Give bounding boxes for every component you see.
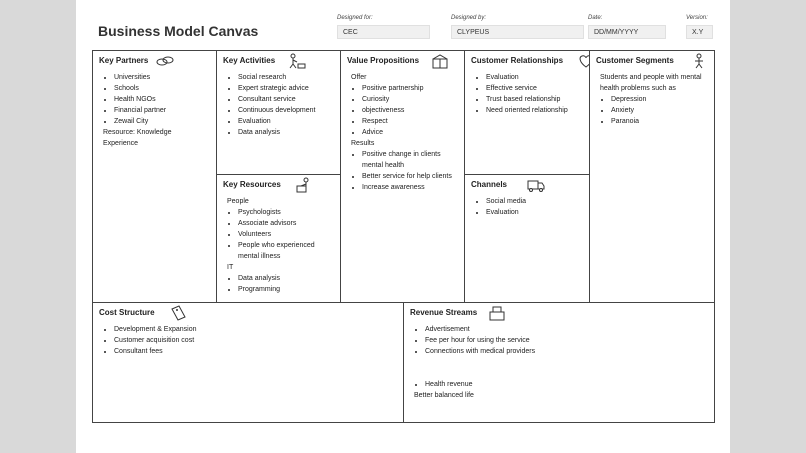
list-item: • Data analysis: [238, 273, 334, 284]
list-item: • Advertisement: [425, 324, 708, 335]
key-resources-it-list: [223, 273, 334, 295]
list-item: • Curiosity: [362, 94, 458, 105]
value-propositions-title: Value Propositions: [347, 56, 420, 65]
customer-relationships-block[interactable]: [465, 51, 590, 175]
channels-list: [471, 196, 583, 218]
gift-box-icon: [431, 53, 449, 69]
designed-by-label: Designed by:: [451, 15, 487, 21]
list-item: • Continuous development: [238, 105, 334, 116]
list-item: • Increase awareness: [362, 182, 458, 193]
list-item: • Connections with medical providers: [425, 346, 708, 357]
list-item: • Paranoia: [611, 116, 708, 127]
customer-segments-intro: Students and people with mental health problems such as: [600, 74, 702, 92]
business-model-canvas: [92, 50, 715, 423]
list-item: • Universities: [114, 72, 210, 83]
revenue-streams-list: [410, 324, 708, 357]
page-title: Business Model Canvas: [98, 23, 259, 39]
heart-icon: [577, 53, 590, 69]
key-activities-list: [223, 72, 334, 138]
list-item: • Schools: [114, 83, 210, 94]
value-offer-list: [347, 83, 458, 138]
list-item: • Respect: [362, 116, 458, 127]
revenue-streams-title: Revenue Streams: [410, 308, 478, 317]
chain-link-icon: [156, 53, 174, 69]
designed-for-label: Designed for:: [337, 15, 373, 21]
key-partners-title: Key Partners: [99, 56, 149, 65]
cost-structure-header: [99, 308, 397, 318]
key-resources-block[interactable]: [217, 175, 341, 303]
cost-structure-block[interactable]: [93, 303, 404, 422]
channels-block[interactable]: [465, 175, 590, 303]
customer-segments-title: Customer Segments: [596, 56, 674, 65]
key-partners-note: Experience: [103, 140, 139, 147]
list-item: • Consultant service: [238, 94, 334, 105]
key-resources-header: [223, 180, 334, 190]
list-item: • People who experienced mental illness: [238, 240, 334, 262]
key-partners-header: [99, 56, 210, 66]
key-activities-header: [223, 56, 334, 66]
value-results-list: [347, 149, 458, 193]
list-item: • Fee per hour for using the service: [425, 335, 708, 346]
list-item: • Data analysis: [238, 127, 334, 138]
key-activities-block[interactable]: [217, 51, 341, 175]
list-item: • Associate advisors: [238, 218, 334, 229]
list-item: • Evaluation: [238, 116, 334, 127]
list-item: • Expert strategic advice: [238, 83, 334, 94]
cost-structure-list: [99, 324, 397, 357]
date-field[interactable]: DD/MM/YYYY: [588, 25, 666, 39]
list-item: • Effective service: [486, 83, 583, 94]
price-tag-icon: [169, 305, 187, 321]
list-item: • Positive change in clients mental health: [362, 149, 458, 171]
customer-segments-block[interactable]: [590, 51, 714, 303]
version-field[interactable]: X.Y: [686, 25, 713, 39]
value-propositions-header: [347, 56, 458, 66]
list-item: • Depression: [611, 94, 708, 105]
resources-group-it: IT: [227, 264, 234, 271]
list-item: • Social media: [486, 196, 583, 207]
list-item: • Evaluation: [486, 72, 583, 83]
customer-relationships-title: Customer Relationships: [471, 56, 564, 65]
list-item: • Evaluation: [486, 207, 583, 218]
list-item: • Health NGOs: [114, 94, 210, 105]
value-group-offer: Offer: [351, 74, 367, 81]
channels-header: [471, 180, 583, 190]
value-propositions-block[interactable]: [341, 51, 465, 303]
list-item: • Customer acquisition cost: [114, 335, 397, 346]
customer-relationships-list: [471, 72, 583, 116]
list-item: • Need oriented relationship: [486, 105, 583, 116]
list-item: • Consultant fees: [114, 346, 397, 357]
key-partners-list: [99, 72, 210, 127]
list-item: • Volunteers: [238, 229, 334, 240]
cost-structure-title: Cost Structure: [99, 308, 155, 317]
version-label: Version:: [686, 15, 708, 21]
cash-register-icon: [488, 305, 506, 321]
key-partners-note: Resource: Knowledge: [103, 129, 172, 136]
key-partners-block[interactable]: [93, 51, 217, 303]
list-item: • objectiveness: [362, 105, 458, 116]
list-item: • Anxiety: [611, 105, 708, 116]
delivery-truck-icon: [527, 177, 545, 193]
customer-relationships-header: [471, 56, 583, 66]
resources-group-people: People: [227, 198, 249, 205]
list-item: • Programming: [238, 284, 334, 295]
list-item: • Advice: [362, 127, 458, 138]
value-group-results: Results: [351, 140, 375, 147]
revenue-streams-block[interactable]: [404, 303, 714, 422]
list-item: • Psychologists: [238, 207, 334, 218]
person-with-tool-icon: [288, 53, 306, 69]
designed-for-field[interactable]: CEC: [337, 25, 430, 39]
list-item: • Positive partnership: [362, 83, 458, 94]
list-item: • Better service for help clients: [362, 171, 458, 182]
list-item: • Zewail City: [114, 116, 210, 127]
key-resources-title: Key Resources: [223, 180, 281, 189]
date-label: Date:: [588, 15, 603, 21]
list-item: • Financial partner: [114, 105, 210, 116]
person-standing-icon: [690, 53, 708, 69]
list-item: • Health revenue: [425, 379, 708, 390]
customer-segments-list: [596, 94, 708, 127]
list-item: • Development & Expansion: [114, 324, 397, 335]
revenue-streams-note: Better balanced life: [414, 392, 474, 399]
list-item: • Trust based relationship: [486, 94, 583, 105]
revenue-streams-list-secondary: [410, 379, 708, 390]
key-activities-title: Key Activities: [223, 56, 276, 65]
designed-by-field[interactable]: CLYPEUS: [451, 25, 584, 39]
revenue-streams-header: [410, 308, 708, 318]
list-item: • Social research: [238, 72, 334, 83]
channels-title: Channels: [471, 180, 508, 189]
customer-segments-header: [596, 56, 708, 66]
worker-icon: [295, 177, 313, 193]
key-resources-people-list: [223, 207, 334, 262]
